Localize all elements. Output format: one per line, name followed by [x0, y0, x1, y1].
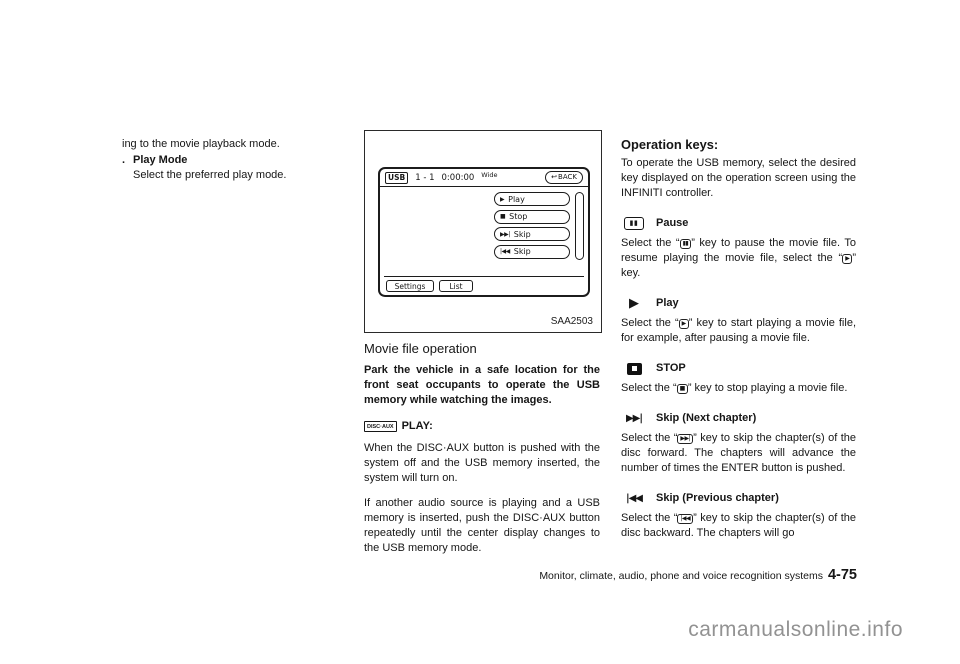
- skip-next-section-header: [621, 411, 856, 426]
- list-button: List: [439, 280, 473, 292]
- back-button: [545, 171, 583, 184]
- wide-mode-label: Wide: [481, 171, 498, 179]
- screen-key-list: [494, 192, 570, 262]
- screen-stop-label: Stop: [509, 212, 528, 221]
- screen-skip-next-button: [494, 227, 570, 241]
- skip-prev-section-header: [621, 491, 856, 506]
- footer-title: Monitor, climate, audio, phone and voice recognition systems: [539, 570, 823, 582]
- continuation-paragraph: ing to the movie playback mode.: [122, 138, 280, 150]
- settings-button: Settings: [386, 280, 434, 292]
- left-column: [122, 137, 312, 183]
- play-heading-label: PLAY:: [401, 420, 433, 432]
- source-label: USB: [385, 172, 408, 184]
- scroll-indicator: [575, 192, 584, 260]
- skip-next-description: Select the “ ▶▶| ” key to skip the chapter(s) of the disc forward. The chapters will advance the number of times the ENTER button is pushed.: [621, 432, 856, 474]
- play-mode-description: Select the preferred play mode.: [133, 169, 287, 181]
- play-subheading: [364, 419, 600, 434]
- stop-icon: [627, 363, 642, 375]
- stop-icon: ■: [500, 213, 506, 220]
- screen-stop-button: [494, 210, 570, 224]
- skip-prev-key-icon: |◀◀: [677, 514, 693, 524]
- skip-next-icon: ▶▶|: [625, 412, 643, 424]
- stop-label: STOP: [656, 362, 686, 374]
- skip-prev-label: Skip (Previous chapter): [656, 492, 779, 504]
- screen-bottom-bar: [384, 276, 584, 292]
- pause-label: Pause: [656, 217, 689, 229]
- play-description: Select the “ ▶ ” key to start playing a movie file, for example, after pausing a movie file.: [621, 317, 856, 344]
- play-icon: ▶: [629, 296, 639, 311]
- screen-status-bar: [380, 169, 588, 187]
- time-indicator: 0:00:00: [441, 172, 475, 183]
- stop-key-icon: ■: [677, 384, 688, 394]
- pause-description: Select the “ ▮▮ ” key to pause the movie file. To resume playing the movie file, select the “ ▶ ” key.: [621, 237, 856, 279]
- operation-keys-intro: To operate the USB memory, select the desired key displayed on the operation screen using the INFINITI controller.: [621, 157, 856, 199]
- bullet-marker: .: [122, 154, 126, 166]
- play-mode-label: Play Mode: [133, 154, 188, 166]
- stop-section-header: [621, 361, 856, 376]
- play-icon: ▶: [500, 195, 505, 203]
- watermark: carmanualsonline.info: [688, 618, 903, 641]
- pause-icon-wrap: [621, 217, 647, 230]
- pause-key-icon: ▮▮: [680, 239, 692, 249]
- screen-play-label: Play: [508, 194, 525, 204]
- back-arrow-icon: ↩: [551, 173, 558, 181]
- skip-next-icon: ▶▶|: [500, 230, 510, 238]
- figure-caption: SAA2503: [550, 316, 593, 327]
- skip-next-key-icon: ▶▶|: [677, 434, 693, 444]
- play-label: Play: [656, 297, 679, 309]
- skip-prev-description: Select the “ |◀◀ ” key to skip the chapter(s) of the disc backward. The chapters will go: [621, 512, 856, 539]
- stop-icon-wrap: [621, 363, 647, 375]
- play-paragraph-1: When the DISC·AUX button is pushed with the system off and the USB memory inserted, the system will turn on.: [364, 442, 600, 484]
- skip-prev-icon: |◀◀: [500, 248, 510, 255]
- pause-section-header: [621, 216, 856, 231]
- skip-prev-icon: |◀◀: [625, 492, 643, 504]
- screen-skip-prev-label: Skip: [513, 247, 531, 256]
- play-key-icon: ▶: [679, 319, 689, 329]
- stop-description: Select the “ ■ ” key to stop playing a movie file.: [621, 382, 848, 394]
- page-footer: [539, 567, 857, 583]
- middle-column: [364, 341, 600, 566]
- screen-play-button: [494, 192, 570, 206]
- screen-body: [380, 187, 588, 295]
- back-label: BACK: [558, 173, 577, 181]
- right-column: [621, 137, 856, 551]
- play-paragraph-2: If another audio source is playing and a USB memory is inserted, push the DISC·AUX button repeatedly until the center display changes to the USB memory mode.: [364, 497, 600, 554]
- track-indicator: 1 - 1: [415, 172, 435, 183]
- figure-usb-movie-screen: [364, 130, 602, 333]
- pause-icon: ▮▮: [624, 217, 644, 230]
- play-key-icon: ▶: [842, 254, 852, 264]
- screen-skip-prev-button: [494, 245, 570, 259]
- play-mode-item: [122, 153, 312, 168]
- screen-skip-next-label: Skip: [513, 229, 531, 239]
- operation-keys-heading: Operation keys:: [621, 137, 719, 152]
- play-section-header: [621, 296, 856, 311]
- section-heading: Movie file operation: [364, 341, 477, 356]
- safety-warning: Park the vehicle in a safe location for the front seat occupants to operate the USB memory while watching the images.: [364, 364, 600, 406]
- page-number: 4-75: [827, 567, 857, 583]
- skip-next-label: Skip (Next chapter): [656, 412, 757, 424]
- device-screen-illustration: [378, 167, 590, 297]
- disc-aux-button-icon: DISC·AUX: [364, 421, 397, 432]
